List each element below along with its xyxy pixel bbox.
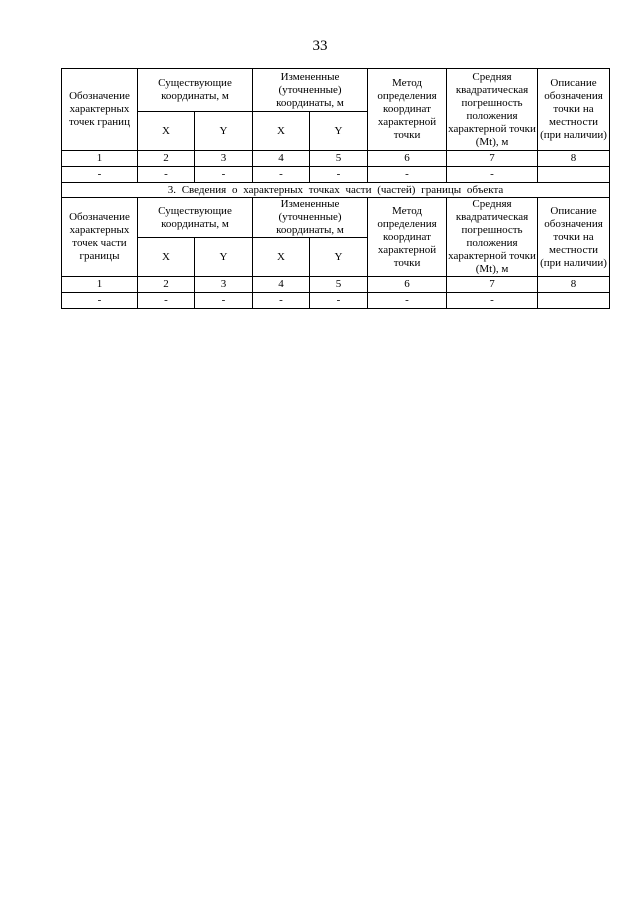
table-cell: -: [447, 167, 538, 183]
column-number: 3: [195, 277, 253, 293]
column-number: 2: [138, 151, 195, 167]
header-mean-error: Средняя квадратическая погрешность положения характерной точки (Mt), м: [448, 198, 536, 275]
column-number: 5: [310, 151, 368, 167]
header-existing-coordinates: Существующие координаты, м: [138, 69, 253, 112]
table2-column-numbers: [62, 277, 610, 293]
column-number: 6: [368, 151, 447, 167]
table-cell: -: [62, 167, 138, 183]
column-number: 4: [253, 277, 310, 293]
column-number: 1: [62, 277, 138, 293]
page-number: 33: [312, 38, 328, 54]
header-y: Y: [310, 238, 368, 277]
table-cell: -: [368, 167, 447, 183]
table-cell: -: [447, 293, 538, 309]
column-number: 3: [195, 151, 253, 167]
header-x: X: [138, 112, 195, 151]
header-method: Метод определения координат характерной точки: [368, 198, 447, 277]
column-number: 2: [138, 277, 195, 293]
header-designation: Обозначение характерных точек границ: [62, 69, 138, 151]
coordinates-table: [61, 68, 610, 309]
header-y: Y: [195, 238, 253, 277]
header-x: X: [253, 238, 310, 277]
header-description: Описание обозначения точки на местности (при наличии): [538, 198, 610, 277]
column-number: 7: [447, 151, 538, 167]
table-cell: -: [310, 293, 368, 309]
table2-header-row: [62, 198, 610, 238]
table-cell: -: [310, 167, 368, 183]
table-cell: -: [368, 293, 447, 309]
column-number: 4: [253, 151, 310, 167]
table-cell: -: [253, 167, 310, 183]
header-y: Y: [310, 112, 368, 151]
header-changed-coordinates: Измененные (уточненные) координаты, м: [253, 69, 368, 112]
header-designation: Обозначение характерных точек части границы: [62, 198, 138, 277]
table2-data-row: [62, 293, 610, 309]
header-method: Метод определения координат характерной точки: [368, 69, 447, 151]
header-existing-coordinates: Существующие координаты, м: [138, 198, 253, 238]
table-cell: -: [253, 293, 310, 309]
header-y: Y: [195, 112, 253, 151]
column-number: 6: [368, 277, 447, 293]
header-x: X: [138, 238, 195, 277]
header-changed-coordinates: Измененные (уточненные) координаты, м: [253, 198, 368, 238]
table-cell: -: [138, 167, 195, 183]
table-cell: -: [195, 167, 253, 183]
column-number: 1: [62, 151, 138, 167]
table-cell: -: [195, 293, 253, 309]
header-mean-error: Средняя квадратическая погрешность положения характерной точки (Mt), м: [447, 69, 538, 151]
table1-data-row: [62, 167, 610, 183]
header-description: Описание обозначения точки на местности (при наличии): [538, 69, 610, 151]
table1-column-numbers: [62, 151, 610, 167]
section-3-row: [62, 183, 610, 198]
section-3-title: 3. Сведения о характерных точках части (частей) границы объекта: [62, 183, 610, 198]
column-number: 8: [538, 277, 610, 293]
table-cell: [538, 293, 610, 309]
table-cell: [538, 167, 610, 183]
table1-header-row: [62, 69, 610, 112]
column-number: 7: [447, 277, 538, 293]
header-x: X: [253, 112, 310, 151]
table-cell: -: [62, 293, 138, 309]
column-number: 5: [310, 277, 368, 293]
column-number: 8: [538, 151, 610, 167]
table-cell: -: [138, 293, 195, 309]
